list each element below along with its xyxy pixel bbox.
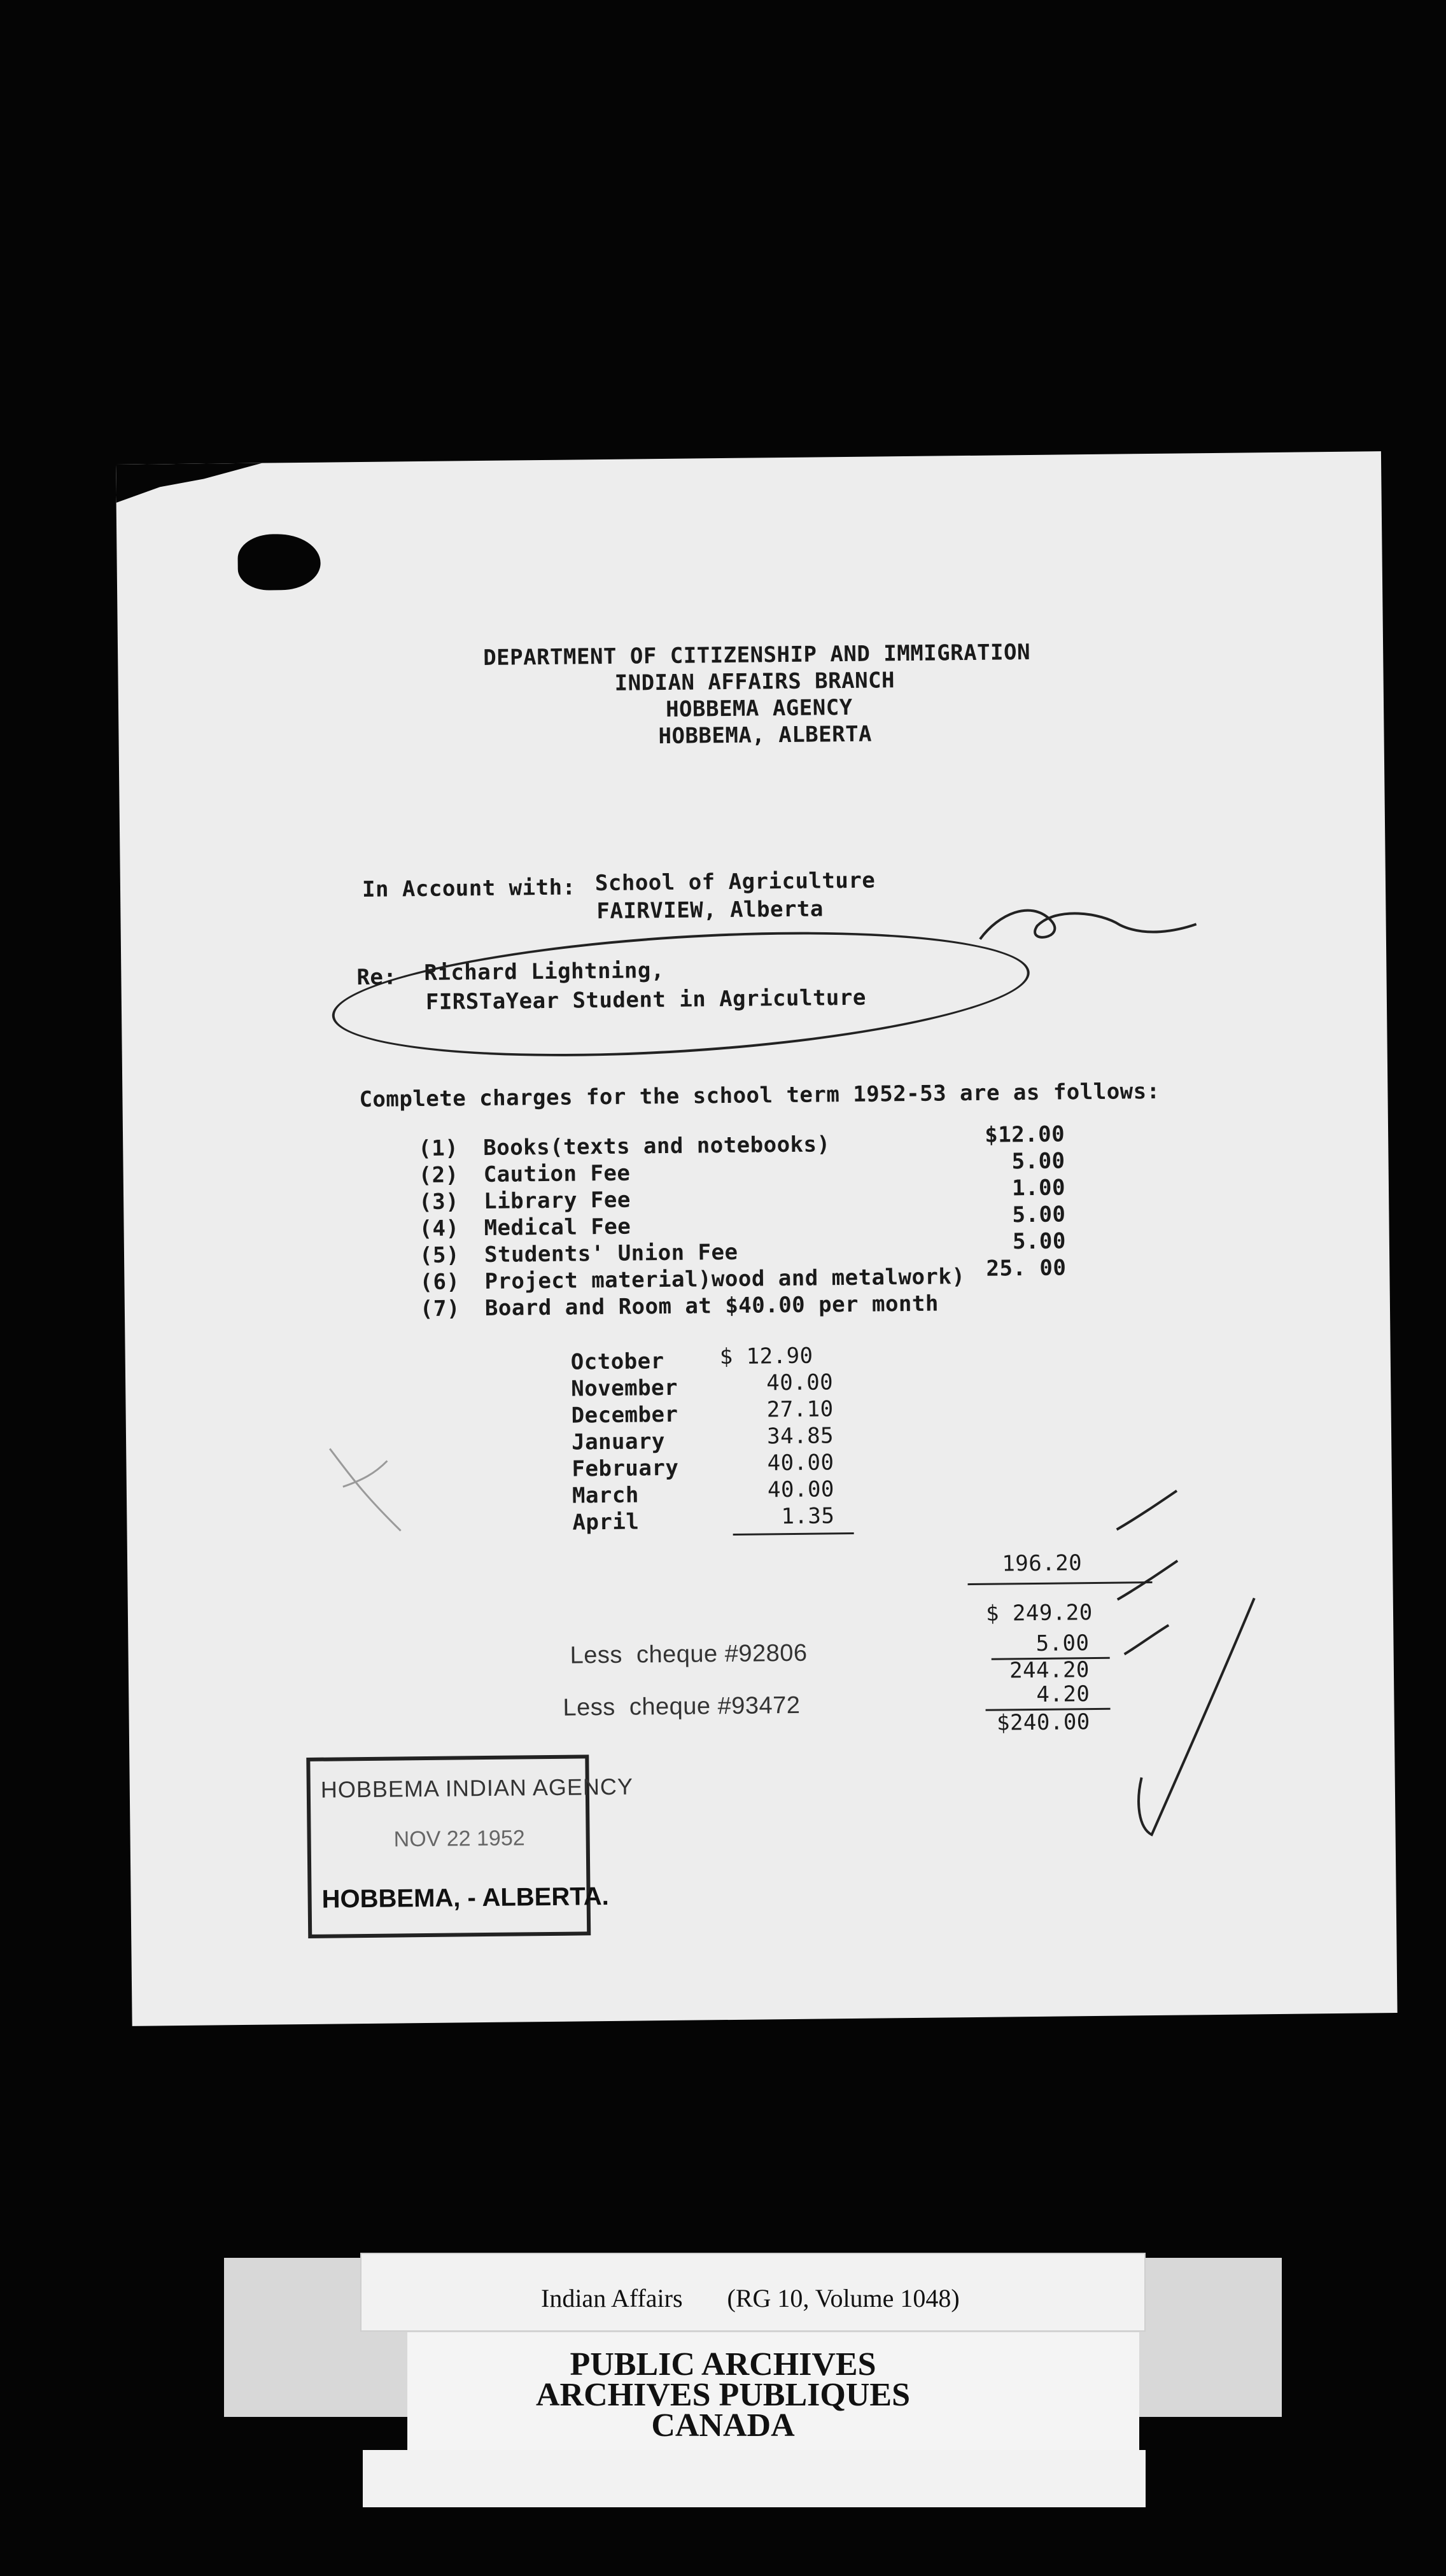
header-line-4: HOBBEMA, ALBERTA <box>658 721 873 750</box>
month-name: February <box>572 1455 679 1482</box>
check-mark-icon <box>1113 1485 1184 1543</box>
paper-hole <box>237 534 321 591</box>
month-amount: 40.00 <box>767 1450 834 1476</box>
account-name: School of Agriculture <box>594 867 876 897</box>
month-name: December <box>571 1401 678 1429</box>
month-amount: 27.10 <box>766 1396 834 1423</box>
month-amount: 40.00 <box>767 1476 835 1503</box>
archive-ref-label: Indian Affairs <box>541 2284 683 2313</box>
account-place: FAIRVIEW, Alberta <box>596 896 824 925</box>
charge-amount: $12.00 <box>985 1121 1065 1148</box>
month-name: March <box>572 1482 640 1509</box>
faint-margin-scribble <box>323 1435 414 1544</box>
month-name: January <box>571 1429 666 1455</box>
charge-amount: 5.00 <box>1012 1228 1067 1255</box>
stamp-date: NOV 22 1952 <box>393 1826 525 1852</box>
oval-tail-scribble <box>973 886 1203 958</box>
month-name: November <box>571 1375 678 1402</box>
header-line-1: DEPARTMENT OF CITIZENSHIP AND IMMIGRATION <box>483 639 1031 671</box>
document-page <box>116 451 1398 2026</box>
agency-stamp <box>306 1754 634 1938</box>
month-amount: $ 12.90 <box>719 1343 813 1370</box>
archive-bottom-strip <box>363 2450 1146 2507</box>
stamp-agency-name: HOBBEMA INDIAN AGENCY <box>320 1773 634 1803</box>
charge-number: (7) <box>419 1296 461 1322</box>
large-check-mark-icon <box>1121 1585 1263 1847</box>
charge-number: (1) <box>418 1135 459 1162</box>
charge-number: (6) <box>419 1269 460 1296</box>
charge-amount: 25. 00 <box>986 1255 1067 1282</box>
charge-description: Project material)wood and metalwork) <box>484 1264 965 1295</box>
charge-number: (4) <box>419 1215 460 1242</box>
charge-amount: 5.00 <box>1012 1201 1066 1228</box>
board-total: 196.20 <box>1002 1550 1083 1577</box>
less-cheque-2-label: Less cheque #93472 <box>563 1691 801 1721</box>
re-student: Richard Lightning, <box>424 958 665 986</box>
charge-description: Students' Union Fee <box>484 1239 738 1268</box>
paper-tear <box>116 463 263 503</box>
archive-ref-volume: (RG 10, Volume 1048) <box>727 2284 960 2313</box>
charge-description: Medical Fee <box>484 1214 631 1242</box>
charge-number: (2) <box>418 1162 459 1189</box>
grand-total: $ 249.20 <box>985 1600 1093 1627</box>
archive-line-3: CANADA <box>651 2407 795 2444</box>
charge-description: Board and Room at $40.00 per month <box>484 1291 939 1321</box>
month-amount: 1.35 <box>781 1503 835 1530</box>
less-cheque-2-amount: 4.20 <box>1036 1681 1090 1707</box>
charge-amount: 5.00 <box>1011 1148 1065 1175</box>
charge-number: (3) <box>418 1189 460 1215</box>
month-name: April <box>572 1509 640 1536</box>
charge-amount: 1.00 <box>1011 1175 1066 1201</box>
month-amount: 34.85 <box>766 1423 834 1450</box>
stamp-location: HOBBEMA, - ALBERTA. <box>321 1882 609 1914</box>
less-cheque-1-amount: 5.00 <box>1035 1630 1090 1656</box>
charge-description: Caution Fee <box>483 1160 631 1188</box>
re-label: Re: <box>356 964 397 991</box>
month-name: October <box>570 1348 664 1375</box>
archive-reference <box>541 2283 960 2313</box>
charge-number: (5) <box>419 1242 460 1269</box>
re-detail: FIRSTaYear Student in Agriculture <box>425 984 867 1015</box>
archive-line-2: ARCHIVES PUBLIQUES <box>535 2377 911 2413</box>
header-line-2: INDIAN AFFAIRS BRANCH <box>614 668 895 696</box>
charges-intro: Complete charges for the school term 1952-53 are as follows: <box>359 1078 1160 1113</box>
archive-line-1: PUBLIC ARCHIVES <box>570 2346 876 2383</box>
subtotal: 244.20 <box>1009 1657 1090 1684</box>
charge-description: Library Fee <box>483 1187 631 1215</box>
less-cheque-1-label: Less cheque #92806 <box>570 1639 808 1669</box>
header-line-3: HOBBEMA AGENCY <box>665 694 853 722</box>
final-total: $240.00 <box>996 1709 1090 1736</box>
month-amount: 40.00 <box>766 1369 834 1396</box>
account-label: In Account with: <box>362 874 576 902</box>
charge-description: Books(texts and notebooks) <box>483 1131 831 1161</box>
months-underline <box>733 1532 854 1536</box>
